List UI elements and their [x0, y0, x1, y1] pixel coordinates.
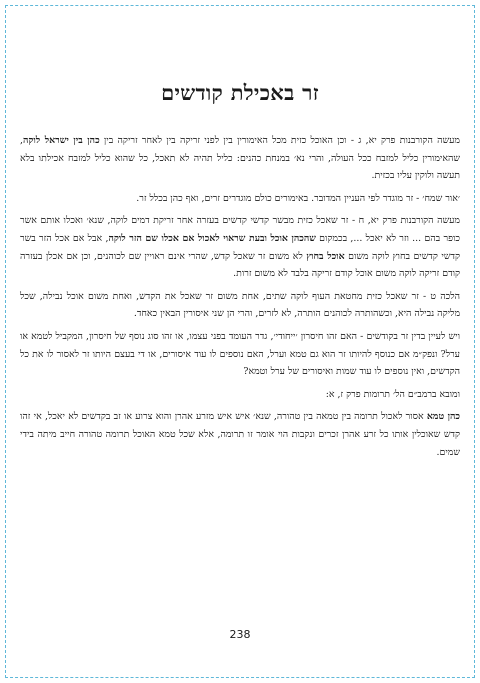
text-run: ויש לעיין בדין זר בקודשים - האם זהו חיסרון ׳ייחודי׳, גדר העומד בפני עצמו, או זהו סוג נוסף של חיסרון, המקביל לטמא או ערל? ונפק״מ אם כנוסף להיותו זר הוא גם טמא וערל, האם נוספים לו עוד איסורים, או די בעצם היותו זר לאסור לו את כל הקדשים, ואין נוספים לו עוד שמות ואיסורים של ערל וטמא? [20, 330, 460, 378]
text-run: מעשה הקורבנות פרק יא, ג - וכן האוכל כזית מכל האימורין בין לפני זריקה בין לאחר זריקה בין [99, 135, 460, 146]
paragraph [20, 190, 460, 208]
text-run: ומובא ברמב״ם הל׳ תרומות פרק ז, א: [325, 388, 460, 400]
text-run: , אבל אם אכל הזר בשר קדשי קדשים בחוץ לוקה משום [20, 232, 460, 262]
text-run: , שהאימורין כליל למזבח ככל העולה, והרי נא׳ במנחת כהנים: כליל תהיה לא תאכל, כל שהוא כליל למזבח אכילתו בלא תעשה ולוקין עליו בכזית. [20, 135, 460, 182]
bold-text-run: כהן טמא [426, 411, 460, 423]
text-run: מעשה הקורבנות פרק יא, ח - זר שאכל כזית מבשר קדשי קדשים בעזרה אחר זריקת דמים לוקה, שנא׳ ואכלו אותם אשר כופר בהם ... וזר לא יאכל ..., בכמקום [20, 215, 460, 244]
text-run: ׳אור שמח׳ - זר מוגדר לפי העניין המדובר. באימורים כולם מוגדרים זרים, ואף כהן בכלל זר. [136, 192, 460, 204]
paragraph [20, 328, 460, 381]
paragraph [20, 408, 460, 461]
bold-text-run: כהן בין ישראל לוקה [22, 135, 100, 146]
text-run: אסור לאכול תרומה בין טמאה בין טהורה, שנא׳ איש איש מזרע אהרן והוא צרוע או זב בקדשים לא יאכל, אי זהו קדש שאוכלין אותו כל זרע אהרן זכרים ונקבות הוי אומר זו תרומה, אלא שכל טמא האוכל תרומה טהורה חייב מיתה בידי שמים. [20, 411, 460, 458]
page-title: זר באכילת קודשים [161, 80, 319, 105]
paragraph [20, 132, 460, 185]
text-run: לא משום זר שאכל קדש, שהרי אינם ראויין שם לכוהנים, וכן אם אכלן בעזרה קודם זריקה לוקה משום אוכל קודם זריקה בלבד לא משום זרות. [20, 250, 460, 280]
paragraph [20, 212, 460, 282]
page-number: 238 [229, 628, 251, 641]
paragraph [20, 386, 460, 404]
document-page [20, 0, 460, 683]
paragraph [20, 288, 460, 323]
bold-text-run: שהכהן אוכל ובעת שראוי לאכול אם אכלו שם הזר לוקה [108, 232, 316, 244]
body-text [20, 132, 460, 466]
bold-text-run: אוכל בחוץ [306, 250, 345, 262]
text-run: הלכה ט - זר שאכל כזית מחטאת העוף לוקה שתים, אחת משום זר שאכל את הקדש, ואחת משום אוכל נבילה, שכל מליקה נבילה היא, וכשהותרה לכוהנים הותרה, לא לזרים, והרי הן שני איסורין הבאין כאחד. [20, 290, 460, 320]
